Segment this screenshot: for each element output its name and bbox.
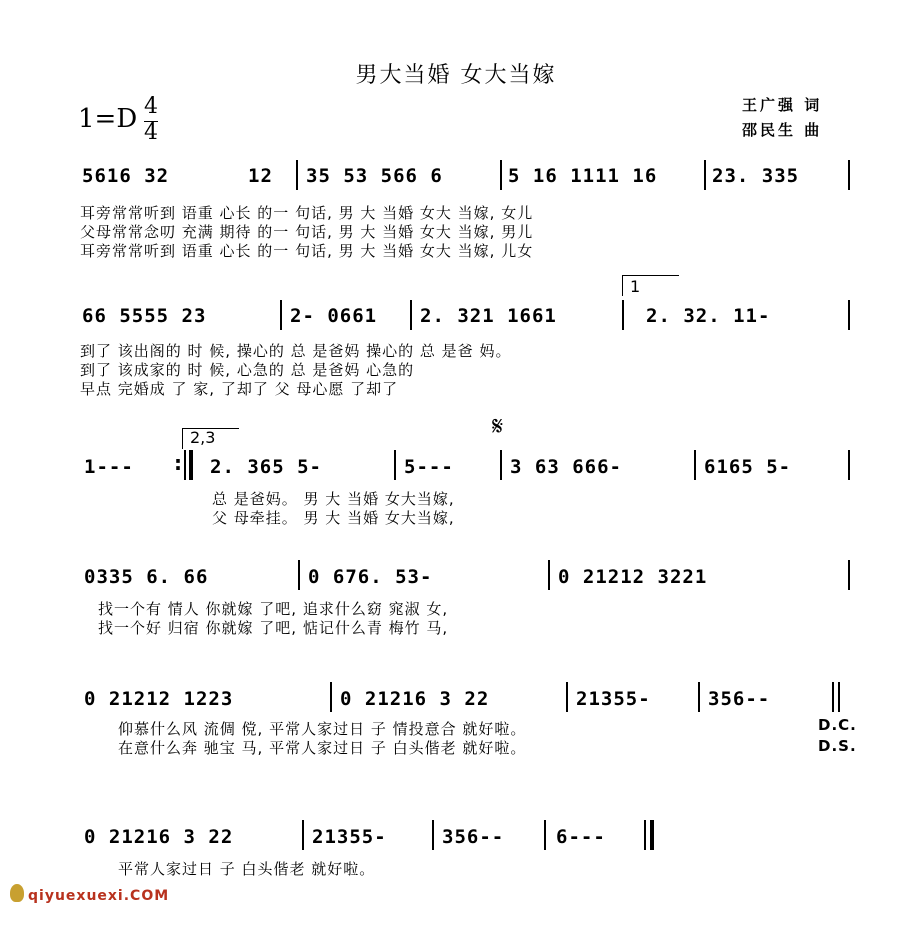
- measure-notes: 0 676. 53-: [308, 566, 433, 588]
- repeat-barline-thin: [184, 450, 186, 480]
- segno-sign: 𝄋: [492, 412, 504, 442]
- barline: [296, 160, 298, 190]
- lyric-line: 平常人家过日 子 白头偕老 就好啦。: [118, 860, 376, 878]
- watermark-logo-icon: [10, 884, 24, 902]
- composer-credit: 邵民生 曲: [742, 121, 823, 139]
- measure-notes: 356--: [708, 688, 771, 710]
- barline: [302, 820, 304, 850]
- da-capo-mark: D.C.: [818, 716, 857, 734]
- barline: [566, 682, 568, 712]
- first-ending-number: 1: [630, 277, 641, 296]
- measure-notes: 5616 32: [82, 165, 170, 187]
- time-signature-bottom: 4: [144, 120, 158, 145]
- barline: [848, 160, 850, 190]
- barline: [500, 450, 502, 480]
- double-barline-right: [838, 682, 840, 712]
- measure-notes: 2. 32. 11-: [646, 305, 771, 327]
- barline: [298, 560, 300, 590]
- measure-notes: 21355-: [576, 688, 651, 710]
- measure-notes: 2. 365 5-: [210, 456, 322, 478]
- measure-notes: 2. 321 1661: [420, 305, 557, 327]
- barline: [548, 560, 550, 590]
- lyric-line: 找一个有 情人 你就嫁 了吧, 追求什么窈 窕淑 女,: [98, 600, 449, 618]
- measure-notes: 21355-: [312, 826, 387, 848]
- measure-notes: 0 21216 3 22: [84, 826, 234, 848]
- measure-notes: 23. 335: [712, 165, 800, 187]
- measure-notes: 35 53 566 6: [306, 165, 443, 187]
- barline: [280, 300, 282, 330]
- song-title: 男大当婚 女大当嫁: [355, 63, 557, 88]
- measure-notes: 6165 5-: [704, 456, 792, 478]
- barline: [622, 300, 624, 330]
- measure-notes: 0 21212 3221: [558, 566, 708, 588]
- lyric-line: 总 是爸妈。 男 大 当婚 女大当嫁,: [212, 490, 455, 508]
- barline: [330, 682, 332, 712]
- barline: [544, 820, 546, 850]
- barline: [410, 300, 412, 330]
- final-barline-thick: [650, 820, 654, 850]
- key-signature: 1=D: [78, 104, 138, 134]
- measure-notes: 5---: [404, 456, 454, 478]
- measure-notes: 5 16 1111 16: [508, 165, 658, 187]
- time-signature-top: 4: [144, 94, 158, 119]
- measure-notes: 0 21216 3 22: [340, 688, 490, 710]
- repeat-barline-thick: [189, 450, 193, 480]
- measure-notes: 356--: [442, 826, 505, 848]
- lyric-line: 在意什么奔 驰宝 马, 平常人家过日 子 白头偕老 就好啦。: [118, 739, 527, 757]
- barline: [432, 820, 434, 850]
- barline: [848, 450, 850, 480]
- barline: [694, 450, 696, 480]
- dal-segno-mark: D.S.: [818, 737, 857, 755]
- lyric-line: 仰慕什么风 流倜 傥, 平常人家过日 子 情投意合 就好啦。: [118, 720, 527, 738]
- measure-notes: 1---: [84, 456, 134, 478]
- measure-notes: 6---: [556, 826, 606, 848]
- barline: [704, 160, 706, 190]
- second-ending-number: 2,3: [190, 428, 216, 447]
- barline: [698, 682, 700, 712]
- lyric-line: 耳旁常常听到 语重 心长 的一 句话, 男 大 当婚 女大 当嫁, 女儿: [80, 204, 534, 222]
- watermark-text: qiyuexuexi.COM: [28, 888, 170, 904]
- repeat-dots: :: [174, 451, 182, 475]
- measure-notes: 0335 6. 66: [84, 566, 209, 588]
- lyric-line: 父母常常念叨 充满 期待 的一 句话, 男 大 当婚 女大 当嫁, 男儿: [80, 223, 534, 241]
- barline: [394, 450, 396, 480]
- measure-notes: 66 5555 23: [82, 305, 207, 327]
- lyric-line: 到了 该成家的 时 候, 心急的 总 是爸妈 心急的: [80, 361, 415, 379]
- measure-notes: 3 63 666-: [510, 456, 622, 478]
- barline: [848, 560, 850, 590]
- measure-notes: 0 21212 1223: [84, 688, 234, 710]
- measure-notes: 12: [248, 165, 273, 187]
- lyric-line: 早点 完婚成 了 家, 了却了 父 母心愿 了却了: [80, 380, 399, 398]
- lyric-line: 到了 该出阁的 时 候, 操心的 总 是爸妈 操心的 总 是爸 妈。: [80, 342, 512, 360]
- lyric-line: 找一个好 归宿 你就嫁 了吧, 惦记什么青 梅竹 马,: [98, 619, 449, 637]
- measure-notes: 2- 0661: [290, 305, 378, 327]
- double-barline-left: [832, 682, 834, 712]
- lyricist-credit: 王广强 词: [742, 96, 823, 114]
- barline: [848, 300, 850, 330]
- lyric-line: 耳旁常常听到 语重 心长 的一 句话, 男 大 当婚 女大 当嫁, 儿女: [80, 242, 534, 260]
- barline: [500, 160, 502, 190]
- final-barline-thin: [644, 820, 646, 850]
- lyric-line: 父 母牵挂。 男 大 当婚 女大当嫁,: [212, 509, 455, 527]
